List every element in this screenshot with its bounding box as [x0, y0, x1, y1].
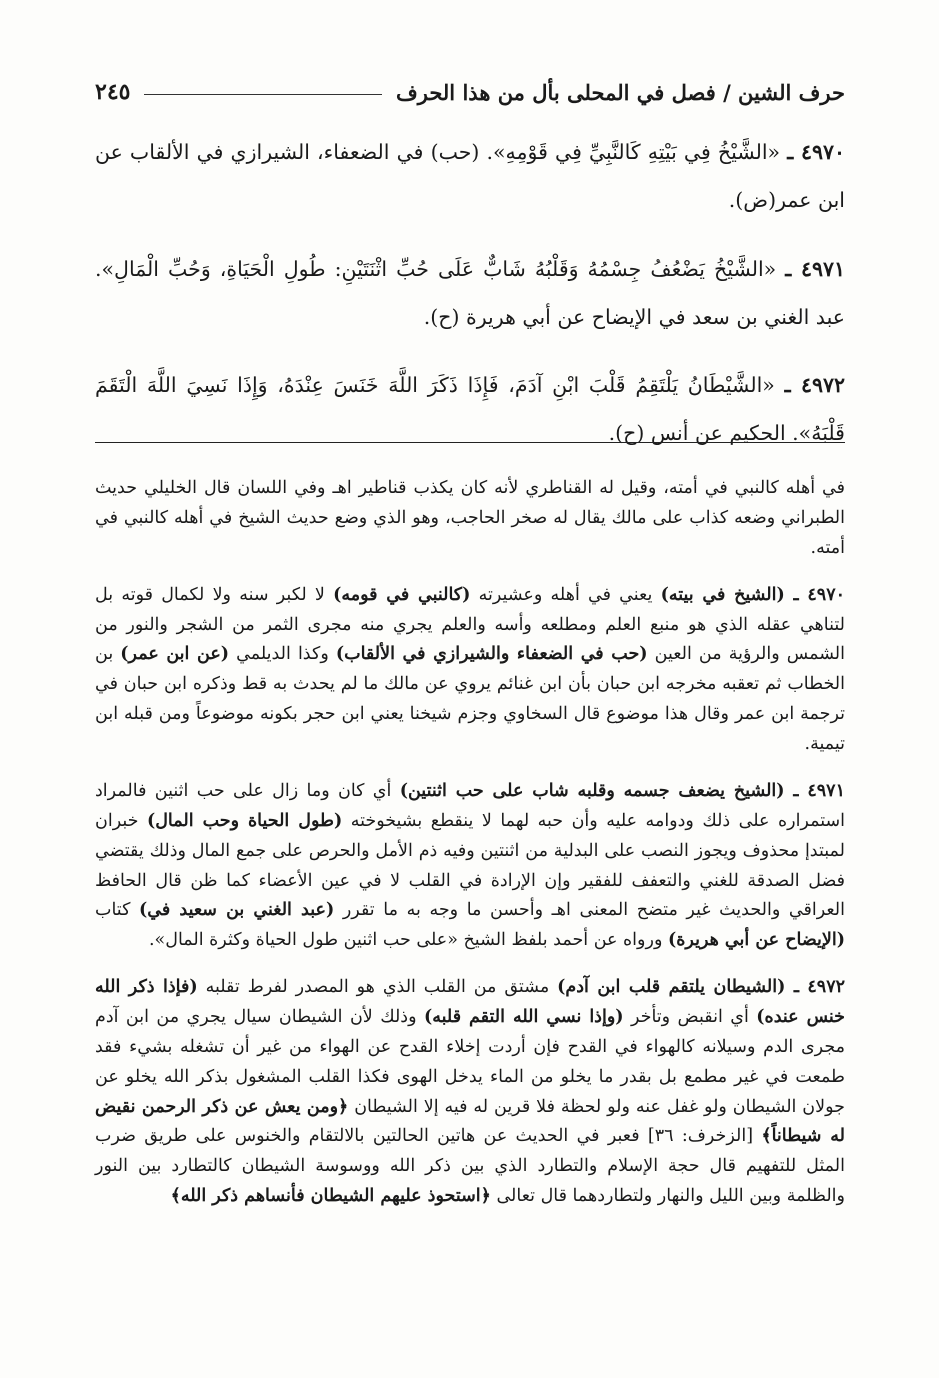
hadith-text [95, 128, 845, 463]
commentary-text: وكذا الديلمي [229, 644, 336, 665]
commentary-quote: (وإذا نسي الله التقم قلبه) [423, 1007, 624, 1028]
commentary-quote: ﴿ومن يعش عن ذكر الرحمن نقيض له شيطاناً﴾ [95, 1096, 845, 1147]
hadith-entry [95, 245, 845, 341]
commentary-quote: (طول الحياة وحب المال) [146, 810, 343, 831]
commentary-text: لا لكبر سنه ولا لكمال قوته بل لتناهي عقله الذي هو منبع العلم ومطلعه وأسه والعلم يجري منه مجرى الثمر من الشجر والنور من الشمس والرؤية من العين [95, 584, 845, 665]
commentary-text: ورواه عن أحمد بلفظ الشيخ «على حب اثنين طول الحياة وكثرة المال». [148, 930, 668, 951]
commentary-text: أي كان وما زال على حب اثنين فالمراد استمراره على ذلك ودوامه عليه وأن حبه لهما لا ينقطع بشيخوخته [95, 781, 846, 831]
commentary-paragraph [95, 973, 845, 1211]
commentary-quote: (كالنبي في قومه) [333, 584, 471, 605]
commentary-quote: (عن ابن عمر) [120, 644, 230, 665]
commentary-quote: ٤٩٧٢ ـ (الشيطان يلتقم قلب ابن آدم) [557, 977, 846, 998]
commentary-text: يعني في أهله وعشيرته [470, 584, 661, 605]
hadith-body: «الشَّيْخُ يَضْعُفُ جِسْمُهُ وَقَلْبُهُ شَابٌّ عَلَى حُبِّ اثْنَتَيْنِ: طُولِ الْحَيَاةِ، وَحُبِّ الْمَالِ». عبد الغني بن سعد في الإيضاح عن أبي هريرة (ح). [95, 256, 845, 329]
commentary-quote: ٤٩٧١ ـ (الشيخ يضعف جسمه وقلبه شاب على حب اثنتين) [399, 781, 845, 802]
commentary [95, 474, 845, 1221]
hadith-entry [95, 128, 845, 224]
commentary-text: بن الخطاب ثم تعقبه مخرجه ابن حبان بأن ابن غنائم يروي عن مالك ما لم يحدث به قط وذكره ابن حبان في ترجمة ابن عمر وقال هذا موضوع قال السخاوي وجزم شيخنا يعني ابن حجر بكونه موضوعاً ومن قبله ابن تيمية. [95, 644, 845, 754]
commentary-quote: ﴿استحوذ عليهم الشيطان فأنساهم ذكر الله﴾ [170, 1186, 491, 1207]
hadith-body: «الشَّيْطَانُ يَلْتَقِمُ قَلْبَ ابْنِ آدَمَ، فَإِذَا ذَكَرَ اللَّهَ خَنَسَ عِنْدَهُ، وَإِذَا نَسِيَ اللَّهَ الْتَقَمَ قَلْبَهُ». الحكيم عن أنس (ح). [95, 373, 845, 445]
commentary-quote: (الإيضاح عن أبي هريرة) [667, 930, 845, 951]
header-title: حرف الشين / فصل في المحلى بأل من هذا الحرف [396, 79, 845, 105]
commentary-text: كتاب [95, 900, 140, 921]
hadith-number: ٤٩٧١ ـ [785, 256, 845, 281]
commentary-paragraph [95, 581, 845, 760]
commentary-quote: (عبد الغني بن سعيد في) [139, 900, 335, 921]
running-header [95, 72, 845, 112]
commentary-text: [الزخرف: ٣٦] فعبر في الحديث عن هاتين الحالتين بالالتقام والخنوس على طريق ضرب المثل للتفهيم قال حجة الإسلام والتطارد الذي بين ذكر الله ووسوسة الشيطان كالتطارد بين النور والظلمة وبين الليل والنهار ولتطاردهما قال تعالى [95, 1126, 845, 1207]
commentary-quote: (فإذا ذكر الله خنس عنده) [95, 977, 845, 1028]
header-rule [144, 94, 382, 95]
commentary-quote: (حب في الضعفاء والشيرازي في الألقاب) [335, 644, 648, 665]
commentary-text: في أهله كالنبي في أمته، وقيل له القناطري لأنه كان يكذب قناطير اهـ وفي اللسان قال الخليلي حديث الطبراني وضعه كذاب على مالك يقال له صخر الحاجب، وهو الذي وضع حديث الشيخ في أهله كالنبي في أمته. [95, 478, 845, 558]
hadith-number: ٤٩٧٢ ـ [784, 373, 845, 397]
hadith-number: ٤٩٧٠ ـ [787, 140, 845, 164]
commentary-paragraph [95, 474, 845, 563]
commentary-text: خبران لمبتدإ محذوف ويجوز النصب على البدلية من اثنتين وفيه ذم الأمل والحرص على جمع المال وذلك يقتضي فضل الصدقة للغني والتعفف للفقير وإن الإرادة في القلب لا في عين الأعضاء كما ظن قال الحافظ العراقي والحديث غير متضح المعنى اهـ وأحسن ما وجه به ما تقرر [95, 810, 846, 921]
commentary-quote: ٤٩٧٠ ـ (الشيخ في بيته) [660, 584, 845, 605]
commentary-text: وذلك لأن الشيطان سيال يجري من ابن آدم مجرى الدم وسيلانه كالهواء في القدح فإن أردت إخلاء القدح عن الهواء من غير أن تشغله بشيء فقد طمعت في غير مطمع بل بقدر ما يخلو من الماء يدخل الهوى فكذا القلب المشغول بذكر الله يخلو عن جولان الشيطان ولو غفل عنه ولو لحظة فلا قرين له فيه إلا الشيطان [95, 1007, 845, 1117]
page-number: ٢٤٥ [95, 79, 131, 105]
hadith-body: «الشَّيْخُ فِي بَيْتِهِ كَالنَّبِيِّ فِي قَوْمِهِ». (حب) في الضعفاء، الشيرازي في الألقاب عن ابن عمر(ض). [95, 140, 845, 212]
section-divider [95, 442, 845, 443]
commentary-text: أي انقبض وتأخر [623, 1007, 757, 1028]
commentary-paragraph [95, 777, 845, 956]
commentary-text: مشتق من القلب الذي هو المصدر لفرط تقلبه [197, 977, 558, 998]
